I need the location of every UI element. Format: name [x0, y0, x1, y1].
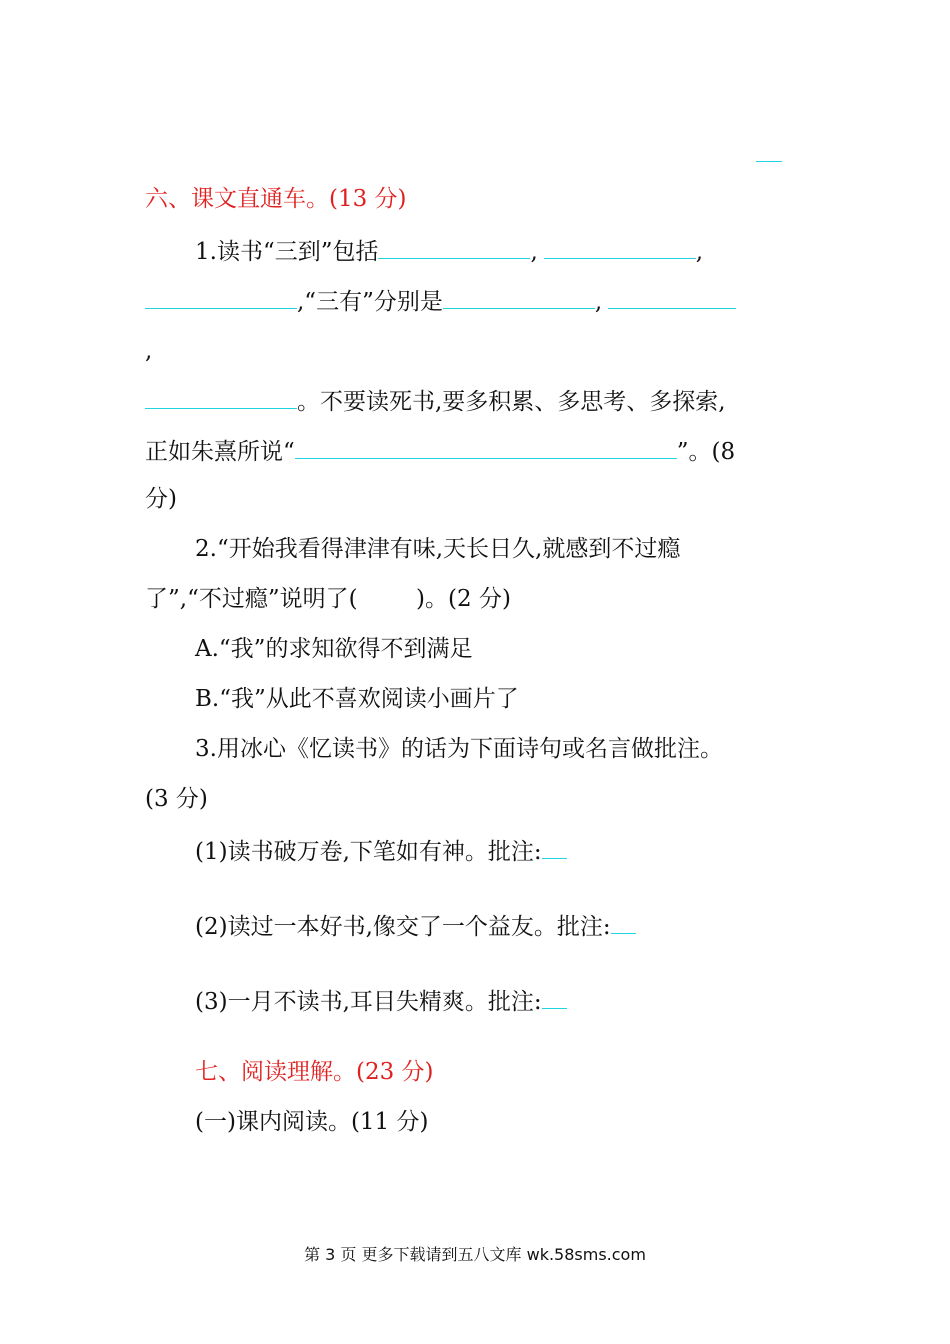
q3-item2-text: (2)读过一本好书,像交了一个益友。批注: [195, 914, 611, 940]
q3-line2: (3 分) [145, 786, 208, 812]
q1-text-e: ”。(8 [676, 439, 736, 465]
q3-item3-text: (3)一月不读书,耳目失精爽。批注: [195, 989, 542, 1015]
q2-option-a[interactable]: A.“我”的求知欲得不到满足 [195, 636, 473, 662]
answer-blank-2[interactable] [544, 234, 696, 259]
q3-item3 [195, 984, 567, 1017]
annotation-blank-2[interactable] [611, 909, 636, 934]
answer-blank-4[interactable] [443, 284, 595, 309]
answer-blank-6[interactable] [145, 384, 297, 409]
q3-line1: 3.用冰心《忆读书》的话为下面诗句或名言做批注。 [195, 736, 723, 762]
q1-line6: 分) [145, 486, 177, 512]
q1-text-d: 正如朱熹所说“ [145, 439, 295, 465]
section7-heading: 七、阅读理解。(23 分) [195, 1059, 434, 1085]
q1-text-a: 1.读书“三到”包括 [195, 239, 379, 265]
section7-sub1: (一)课内阅读。(11 分) [195, 1109, 429, 1135]
answer-blank-5[interactable] [608, 284, 736, 309]
q2-option-b[interactable]: B.“我”从此不喜欢阅读小画片了 [195, 686, 519, 712]
q1-line4 [145, 384, 726, 417]
q1-line2 [145, 284, 736, 317]
page-footer: 第 3 页 更多下载请到五八文库 wk.58sms.com [304, 1245, 646, 1264]
answer-blank-7[interactable] [295, 434, 677, 459]
q3-item1-text: (1)读书破万卷,下笔如有神。批注: [195, 839, 542, 865]
answer-blank-1[interactable] [378, 234, 530, 259]
q1-text-b: ,“三有”分别是 [297, 289, 443, 315]
q1-line1 [195, 234, 703, 267]
q3-item1 [195, 834, 567, 867]
q1-comma-1: , [530, 239, 538, 265]
answer-blank-3[interactable] [145, 284, 297, 309]
q1-comma-2: , [695, 239, 704, 265]
annotation-blank-3[interactable] [542, 984, 567, 1009]
annotation-blank-1[interactable] [542, 834, 567, 859]
q3-item2 [195, 909, 636, 942]
top-stray-blank [756, 137, 782, 162]
q2-line2: 了”,“不过瘾”说明了( )。(2 分) [145, 586, 511, 612]
q1-line5 [145, 434, 735, 467]
q1-comma-3: , [594, 289, 603, 315]
section6-heading: 六、课文直通车。(13 分) [145, 186, 407, 212]
q2-line1: 2.“开始我看得津津有味,天长日久,就感到不过瘾 [195, 536, 681, 562]
q1-text-c: 。不要读死书,要多积累、多思考、多探索, [297, 389, 726, 415]
q1-line3: , [145, 338, 153, 364]
